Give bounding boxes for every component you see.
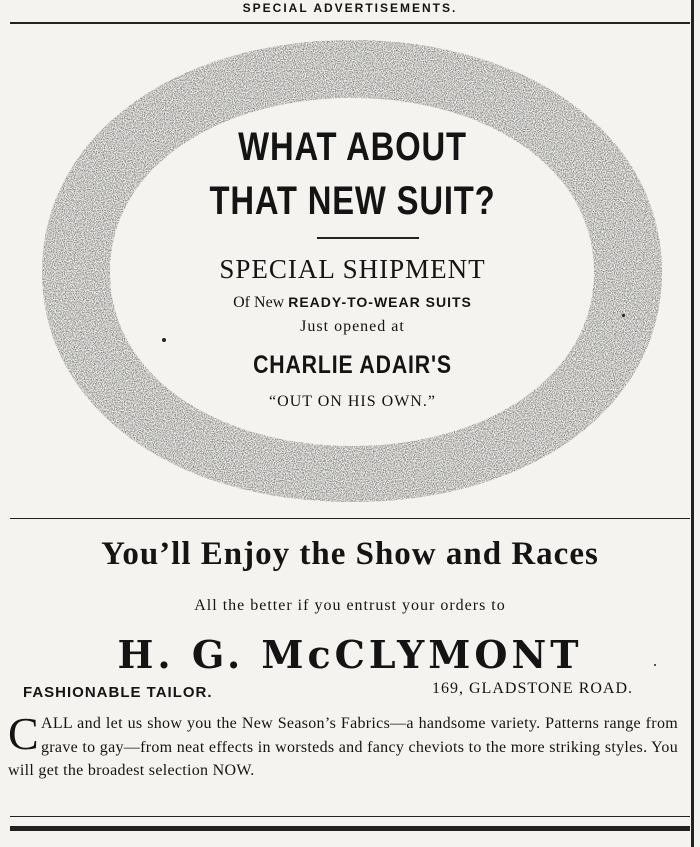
footer-rule-thick [10, 826, 690, 831]
oval-divider [317, 237, 419, 239]
headline-line-1: WHAT ABOUT [238, 125, 467, 169]
headline-line-2: THAT NEW SUIT? [209, 179, 496, 223]
page-header: SPECIAL ADVERTISEMENTS. [242, 1, 458, 15]
tailor-trade: FASHIONABLE TAILOR. [23, 684, 213, 701]
just-opened-line: Just opened at [300, 318, 405, 335]
special-shipment: SPECIAL SHIPMENT [219, 254, 486, 284]
ready-to-wear-line [40, 294, 665, 312]
tailor-address: 169, GLADSTONE ROAD. [432, 680, 634, 697]
merchant-name: CHARLIE ADAIR'S [253, 351, 452, 379]
footer-rule-thin [10, 816, 690, 817]
ink-speck [622, 314, 625, 317]
drop-cap: C [8, 708, 39, 759]
mcclymont-headline: You’ll Enjoy the Show and Races [101, 536, 599, 572]
merchant-slogan: “OUT ON HIS OWN.” [269, 393, 436, 410]
ad-body-paragraph [8, 708, 678, 783]
line-prefix: Of New [233, 294, 285, 311]
section-rule [10, 518, 690, 519]
body-text: ALL and let us show you the New Season’s Fabrics—a handsome variety. Patterns range from grave to gay—from neat effects in worsteds and fancy cheviots to the more striking styles. You will get the broadest selection NOW. [8, 715, 678, 779]
line-bold: READY-TO-WEAR SUITS [288, 294, 472, 310]
tailor-name: H. G. McCLYMONT [117, 632, 583, 677]
ink-speck [162, 338, 166, 342]
ink-speck [654, 664, 656, 666]
column-edge-rule [691, 0, 694, 847]
suit-advertisement [40, 36, 665, 506]
header-rule [10, 22, 690, 24]
mcclymont-subline: All the better if you entrust your orders to [194, 597, 506, 614]
